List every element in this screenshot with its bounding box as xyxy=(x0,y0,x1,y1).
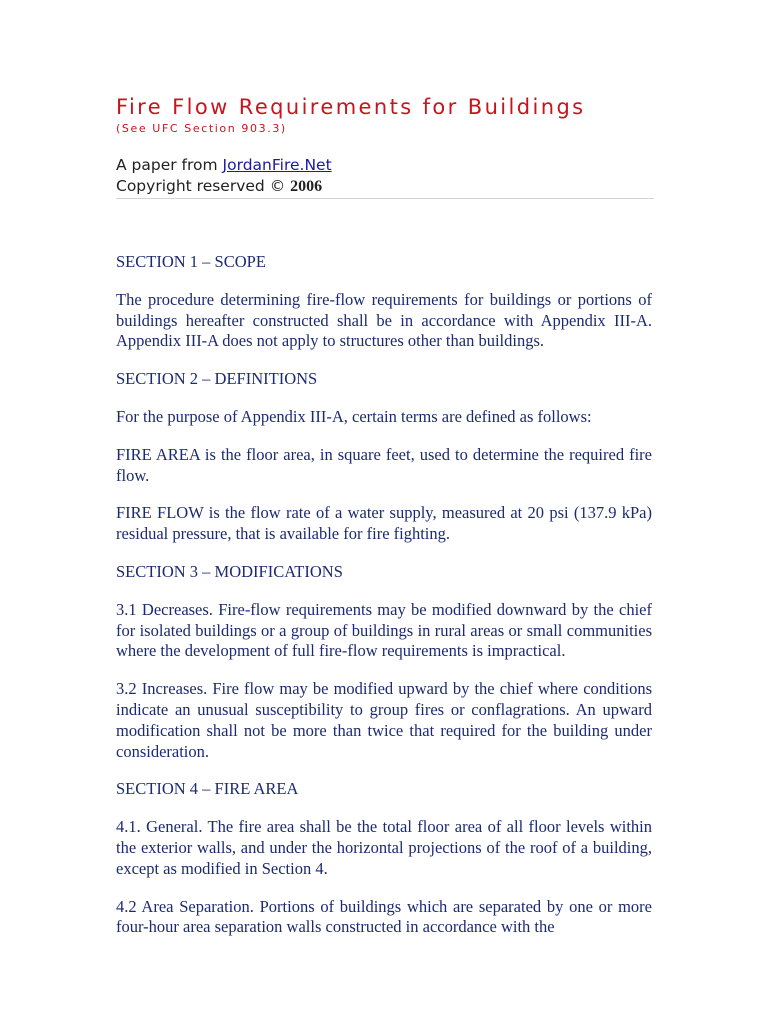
paper-source-line xyxy=(116,155,332,176)
section-heading: SECTION 1 – SCOPE xyxy=(116,252,266,271)
paragraph: 3.2 Increases. Fire flow may be modified upward by the chief where conditions indicate an unusual susceptibility to group fires or conflagrations. An upward modification shall not be more than twice that required for the building under consideration. xyxy=(116,679,652,761)
paragraph: For the purpose of Appendix III-A, certain terms are defined as follows: xyxy=(116,406,592,426)
paragraph: 4.2 Area Separation. Portions of buildings which are separated by one or more four-hour area separation walls constructed in accordance with the xyxy=(116,896,652,937)
paragraph: FIRE AREA is the floor area, in square feet, used to determine the required fire flow. xyxy=(116,444,652,485)
byline xyxy=(116,155,332,197)
section-heading: SECTION 4 – FIRE AREA xyxy=(116,779,299,799)
paragraph: 3.1 Decreases. Fire-flow requirements may be modified downward by the chief for isolated buildings or a group of buildings in rural areas or small communities where the development of full fire-flow requirements is impractical. xyxy=(116,599,652,661)
copyright-text: Copyright reserved © xyxy=(116,177,291,195)
paragraph: 4.1. General. The fire area shall be the total floor area of all floor levels within the exterior walls, and under the horizontal projections of the roof of a building, except as modified in Section 4. xyxy=(116,817,652,878)
paper-prefix: A paper from xyxy=(116,156,223,174)
section-heading: SECTION 2 – DEFINITIONS xyxy=(116,369,318,389)
jordanfire-link[interactable]: JordanFire.Net xyxy=(222,156,332,174)
document-title: Fire Flow Requirements for Buildings xyxy=(116,95,586,119)
document-body xyxy=(116,252,652,955)
paragraph: FIRE FLOW is the flow rate of a water supply, measured at 20 psi (137.9 kPa) residual pressure, that is available for fire fighting. xyxy=(116,503,652,544)
document-subtitle: (See UFC Section 903.3) xyxy=(116,122,287,135)
paragraph: The procedure determining fire-flow requirements for buildings or portions of buildings hereafter constructed shall be in accordance with Appendix III-A. Appendix III-A does not apply to structures other than buildings. xyxy=(116,289,652,351)
copyright-line xyxy=(116,176,332,197)
header-divider xyxy=(116,198,654,199)
section-heading: SECTION 3 – MODIFICATIONS xyxy=(116,561,343,581)
copyright-year: 2006 xyxy=(290,178,323,195)
